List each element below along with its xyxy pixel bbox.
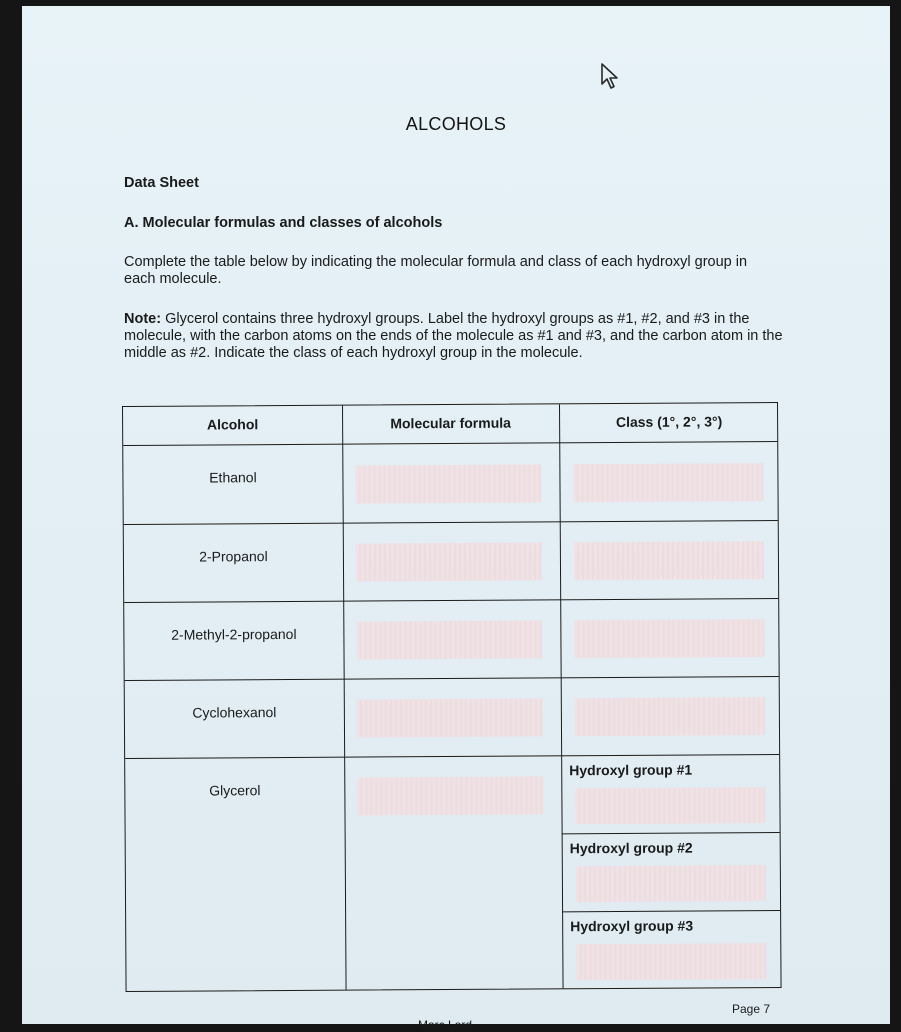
class-input-2-methyl-2-propanol[interactable]: [574, 619, 764, 658]
alcohol-table: [122, 402, 782, 992]
alcohol-name-ethanol: Ethanol: [209, 469, 257, 486]
formula-input-glycerol[interactable]: [357, 776, 543, 815]
class-input-2-propanol[interactable]: [574, 541, 764, 580]
class-input-hydroxyl-group-3[interactable]: [576, 943, 766, 980]
page-number: Page 7: [732, 1002, 771, 1016]
header-alcohol: Alcohol: [206, 416, 259, 433]
note-paragraph: [124, 311, 784, 362]
alcohol-name-2-propanol: 2-Propanol: [199, 548, 268, 565]
footer-author: Marc Lord: [418, 1018, 473, 1032]
class-input-ethanol[interactable]: [573, 463, 763, 502]
document-page: [22, 6, 890, 1032]
alcohol-name-2-methyl-2-propanol: 2-Methyl-2-propanol: [171, 625, 297, 643]
page-title: ALCOHOLS: [405, 114, 507, 134]
alcohol-name-cyclohexanol: Cyclohexanol: [192, 704, 277, 721]
formula-input-cyclohexanol[interactable]: [357, 698, 543, 737]
header-molecular-formula: Molecular formula: [390, 414, 511, 432]
class-input-cyclohexanol[interactable]: [575, 697, 765, 736]
class-input-hydroxyl-group-1[interactable]: [575, 787, 765, 824]
class-input-hydroxyl-group-2[interactable]: [576, 865, 766, 902]
note-label: Note:: [124, 311, 162, 327]
mouse-pointer-icon: [600, 62, 622, 92]
data-sheet-heading: Data Sheet: [124, 175, 199, 191]
hydroxyl-group-3-label: Hydroxyl group #3: [570, 917, 694, 935]
formula-input-2-methyl-2-propanol[interactable]: [356, 620, 542, 659]
hydroxyl-group-1-label: Hydroxyl group #1: [569, 761, 693, 779]
formula-input-2-propanol[interactable]: [356, 542, 542, 581]
note-text: Glycerol contains three hydroxyl groups. Label the hydroxyl groups as #1, #2, and #3 in the molecule, with the carbon atoms on the ends of the molecule as #1 and #3, and the carbon atom in the middle as #2. Indicate the class of each hydroxyl group in the molecule.: [124, 311, 783, 361]
hydroxyl-group-2-label: Hydroxyl group #2: [569, 839, 693, 857]
alcohol-name-glycerol: Glycerol: [209, 782, 261, 799]
section-heading: A. Molecular formulas and classes of alcohols: [124, 215, 443, 231]
instructions-text: Complete the table below by indicating the molecular formula and class of each hydroxyl group in each molecule.: [124, 254, 748, 287]
formula-input-ethanol[interactable]: [355, 464, 541, 503]
header-class: Class (1°, 2°, 3°): [615, 413, 723, 430]
